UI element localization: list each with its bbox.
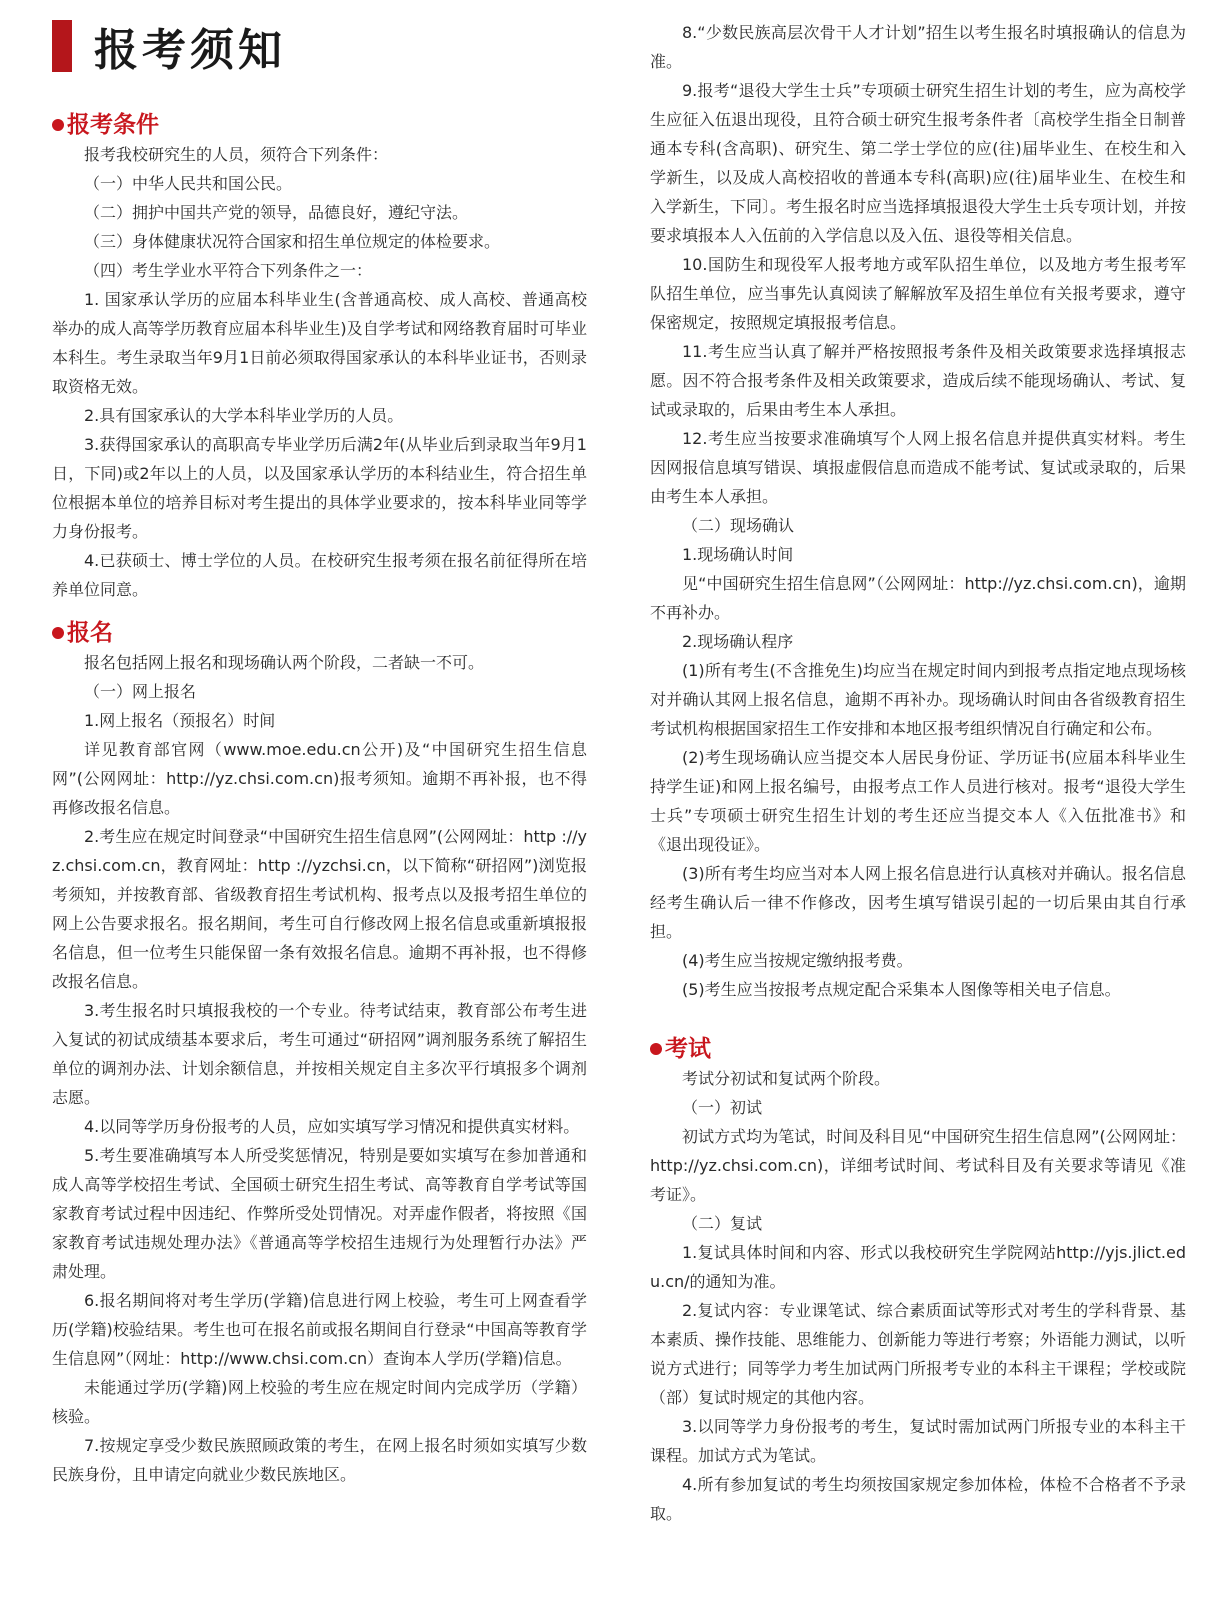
heading-text: 考试 bbox=[665, 1036, 711, 1062]
paragraph: 1.复试具体时间和内容、形式以我校研究生学院网站http://yjs.jlict.edu.cn/的通知为准。 bbox=[650, 1243, 1186, 1291]
paragraph: 报考我校研究生的人员，须符合下列条件： bbox=[84, 145, 389, 164]
paragraph: 11.考生应当认真了解并严格按照报考条件及相关政策要求选择填报志愿。因不符合报考条件及相关政策要求，造成后续不能现场确认、考试、复试或录取的，后果由考生本人承担。 bbox=[650, 342, 1186, 419]
paragraph: （二）拥护中国共产党的领导，品德良好，遵纪守法。 bbox=[84, 203, 469, 222]
paragraph: 9.报考“退役大学生士兵”专项硕士研究生招生计划的考生，应为高校学生应征入伍退出现役，且符合硕士研究生报考条件者〔高校学生指全日制普通本专科(含高职)、研究生、第二学士学位的应(往)届毕业生、在校生和入学新生，以及成人高校招收的普通本专科(高职)应(往)届毕业生、在校生和入学新生，下同〕。考生报名时应当选择填报退役大学生士兵专项计划，并按要求填报本人入伍前的入学信息以及入伍、退役等相关信息。 bbox=[650, 81, 1187, 245]
paragraph: 4.以同等学历身份报考的人员，应如实填写学习情况和提供真实材料。 bbox=[84, 1117, 580, 1136]
right-column bbox=[650, 0, 1186, 1528]
section-heading-conditions bbox=[52, 110, 587, 140]
paragraph: 1.现场确认时间 bbox=[682, 545, 794, 564]
paragraph: 2.复试内容：专业课笔试、综合素质面试等形式对考生的学科背景、基本素质、操作技能、思维能力、创新能力等进行考察；外语能力测试，以听说方式进行；同等学力考生加试两门所报考专业的本科主干课程；学校或院（部）复试时规定的其他内容。 bbox=[650, 1301, 1186, 1407]
section-conditions bbox=[52, 110, 587, 604]
section-registration bbox=[52, 618, 587, 1489]
section-heading-exam bbox=[650, 1034, 1186, 1064]
title-text: 报考须知 bbox=[94, 25, 286, 76]
paragraph: （四）考生学业水平符合下列条件之一： bbox=[84, 261, 373, 280]
heading-text: 报名 bbox=[67, 620, 113, 646]
paragraph: (1)所有考生(不含推免生)均应当在规定时间内到报考点指定地点现场核对并确认其网上报名信息，逾期不再补办。现场确认时间由各省级教育招生考试机构根据国家招生工作安排和本地区报考组织情况自行确定和公布。 bbox=[650, 661, 1186, 738]
conditions-body bbox=[52, 140, 587, 604]
paragraph: 1. 国家承认学历的应届本科毕业生(含普通高校、成人高校、普通高校举办的成人高等学历教育应届本科毕业生)及自学考试和网络教育届时可毕业本科生。考生录取当年9月1日前必须取得国家承认的本科毕业证书，否则录取资格无效。 bbox=[52, 290, 587, 396]
paragraph: 7.按规定享受少数民族照顾政策的考生，在网上报名时须如实填写少数民族身份，且申请定向就业少数民族地区。 bbox=[52, 1436, 587, 1484]
paragraph: 详见教育部官网（www.moe.edu.cn公开)及“中国研究生招生信息网”(公网网址：http://yz.chsi.com.cn)报考须知。逾期不再补报，也不得再修改报名信息。 bbox=[52, 740, 587, 817]
paragraph: 未能通过学历(学籍)网上校验的考生应在规定时间内完成学历（学籍）核验。 bbox=[52, 1378, 587, 1426]
bullet-dot-icon bbox=[52, 627, 64, 639]
paragraph: 报名包括网上报名和现场确认两个阶段，二者缺一不可。 bbox=[84, 653, 485, 672]
registration-continued-body bbox=[650, 18, 1186, 1004]
paragraph: 12.考生应当按要求准确填写个人网上报名信息并提供真实材料。考生因网报信息填写错误、填报虚假信息而造成不能考试、复试或录取的，后果由考生本人承担。 bbox=[650, 429, 1186, 506]
paragraph: 初试方式均为笔试，时间及科目见“中国研究生招生信息网”(公网网址：http://yz.chsi.com.cn)，详细考试时间、考试科目及有关要求等请见《准考证》。 bbox=[650, 1127, 1186, 1204]
paragraph: （一）初试 bbox=[682, 1098, 763, 1117]
left-column bbox=[52, 0, 587, 1489]
paragraph: （二）现场确认 bbox=[682, 516, 795, 535]
paragraph: （一）网上报名 bbox=[84, 682, 197, 701]
paragraph: 8.“少数民族高层次骨干人才计划”招生以考生报名时填报确认的信息为准。 bbox=[650, 23, 1186, 71]
paragraph: 10.国防生和现役军人报考地方或军队招生单位，以及地方考生报考军队招生单位，应当事先认真阅读了解解放军及招生单位有关报考要求，遵守保密规定，按照规定填报报考信息。 bbox=[650, 255, 1186, 332]
paragraph: (5)考生应当按报考点规定配合采集本人图像等相关电子信息。 bbox=[682, 980, 1121, 999]
paragraph: 3.考生报名时只填报我校的一个专业。待考试结束，教育部公布考生进入复试的初试成绩基本要求后，考生可通过“研招网”调剂服务系统了解招生单位的调剂办法、计划余额信息，并按相关规定自主多次平行填报多个调剂志愿。 bbox=[52, 1001, 587, 1107]
paragraph: 6.报名期间将对考生学历(学籍)信息进行网上校验，考生可上网查看学历(学籍)校验结果。考生也可在报名前或报名期间自行登录“中国高等教育学生信息网”（网址：http://www.chsi.com.cn）查询本人学历(学籍)信息。 bbox=[52, 1291, 587, 1368]
paragraph: 考试分初试和复试两个阶段。 bbox=[682, 1069, 891, 1088]
paragraph: 3.以同等学力身份报考的考生，复试时需加试两门所报专业的本科主干课程。加试方式为笔试。 bbox=[650, 1417, 1186, 1465]
paragraph: 4.所有参加复试的考生均须按国家规定参加体检，体检不合格者不予录取。 bbox=[650, 1475, 1186, 1523]
paragraph: 3.获得国家承认的高职高专毕业学历后满2年(从毕业后到录取当年9月1日，下同)或2年以上的人员，以及国家承认学历的本科结业生，符合招生单位根据本单位的培养目标对考生提出的具体学业要求的，按本科毕业同等学力身份报考。 bbox=[52, 435, 587, 541]
paragraph: 1.网上报名（预报名）时间 bbox=[84, 711, 276, 730]
paragraph: (2)考生现场确认应当提交本人居民身份证、学历证书(应届本科毕业生持学生证)和网上报名编号，由报考点工作人员进行核对。报考“退役大学生士兵”专项硕士研究生招生计划的考生还应当提交本人《入伍批准书》和《退出现役证》。 bbox=[650, 748, 1186, 854]
paragraph: 2.具有国家承认的大学本科毕业学历的人员。 bbox=[84, 406, 404, 425]
paragraph: （三）身体健康状况符合国家和招生单位规定的体检要求。 bbox=[84, 232, 501, 251]
section-exam bbox=[650, 1034, 1186, 1528]
paragraph: 见“中国研究生招生信息网”（公网网址：http://yz.chsi.com.cn)，逾期不再补办。 bbox=[650, 574, 1186, 622]
paragraph: 5.考生要准确填写本人所受奖惩情况，特别是要如实填写在参加普通和成人高等学校招生考试、全国硕士研究生招生考试、高等教育自学考试等国家教育考试过程中因违纪、作弊所受处罚情况。对弄虚作假者，将按照《国家教育考试违规处理办法》《普通高等学校招生违规行为处理暂行办法》严肃处理。 bbox=[52, 1146, 587, 1281]
heading-text: 报考条件 bbox=[67, 112, 159, 138]
section-heading-registration bbox=[52, 618, 587, 648]
paragraph: （一）中华人民共和国公民。 bbox=[84, 174, 293, 193]
paragraph: 2.考生应在规定时间登录“中国研究生招生信息网”(公网网址：http ://yz.chsi.com.cn，教育网址：http ://yzchsi.cn，以下简称“研招网”)浏览报考须知，并按教育部、省级教育招生考试机构、报考点以及报考招生单位的网上公告要求报名。报名期间，考生可自行修改网上报名信息或重新填报报名信息，但一位考生只能保留一条有效报名信息。逾期不再补报，也不得修改报名信息。 bbox=[52, 827, 587, 991]
bullet-dot-icon bbox=[52, 119, 64, 131]
registration-body bbox=[52, 648, 587, 1489]
section-registration-continued bbox=[650, 18, 1186, 1004]
bullet-dot-icon bbox=[650, 1043, 662, 1055]
paragraph: (3)所有考生均应当对本人网上报名信息进行认真核对并确认。报名信息经考生确认后一律不作修改，因考生填写错误引起的一切后果由其自行承担。 bbox=[650, 864, 1186, 941]
paragraph: (4)考生应当按规定缴纳报考费。 bbox=[682, 951, 913, 970]
paragraph: （二）复试 bbox=[682, 1214, 763, 1233]
exam-body bbox=[650, 1064, 1186, 1528]
paragraph: 4.已获硕士、博士学位的人员。在校研究生报考须在报名前征得所在培养单位同意。 bbox=[52, 551, 587, 599]
paragraph: 2.现场确认程序 bbox=[682, 632, 794, 651]
